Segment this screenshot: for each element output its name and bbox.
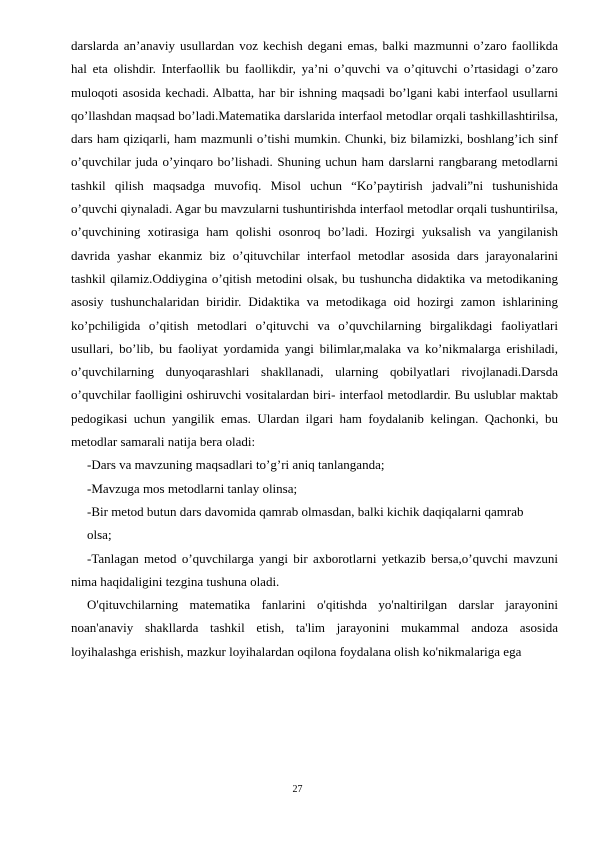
list-item-information: -Tanlagan metod o’quvchilarga yangi bir axborotlarni yetkazib bersa,o’quvchi mavzuni nima haqidaligini tezgina tushuna oladi.: [71, 550, 558, 589]
document-page: [71, 34, 558, 663]
page-number: 27: [292, 784, 303, 795]
list-item-methods: -Mavzuga mos metodlarni tanlay olinsa;: [87, 480, 298, 496]
list-item-goals: -Dars va mavzuning maqsadlari to’g’ri aniq tanlanganda;: [87, 457, 385, 473]
list-item-coverage: -Bir metod butun dars davomida qamrab olmasdan, balki kichik daqiqalarni qamrab: [87, 503, 524, 519]
body-paragraph: darslarda an’anaviy usullardan voz kechish degani emas, balki mazmunni o’zaro faollikda hal eta olishdir. Interfaollik bu faollikdir, ya’ni o’quvchi va o’qituvchi o’rtasidagi o’zaro muloqoti asosida kechadi. Albatta, har bir ishning maqsadi bo’lgani kabi interfaol usullarni qo’llashdan maqsad bo’ladi.Matematika darslarida interfaol metodlar orqali tashkillashtirilsa, dars ham qiziqarli, ham mazmunli o’tishi mumkin. Chunki, biz bilamizki, boshlang’ich sinf o’quvchilar juda o’yinqaro bo’lishadi. Shuning uchun ham darslarni rangbarang metodlarni tashkil qilish maqsadga muvofiq. Misol uchun “Ko’paytirish jadvali”ni tushunishida o’quvchi qiynaladi. Agar bu mavzularni tushuntirishda interfaol metodlar orqali tushuntirilsa, o’quvchining xotirasiga ham qolishi osonroq bo’ladi. Hozirgi yuksalish va yangilanish davrida yashar ekanmiz biz o’qituvchilar interfaol metodlar asosida dars jarayonalarini tashkil qilamiz.Oddiygina o’qitish metodini olsak, bu tushuncha didaktika va metodikaning asosiy tushunchalaridan biridir. Didaktika va metodikaga oid hozirgi zamon ishlarining ko’pchiligida o’qitish metodlari o’qituvchi va o’quvchilarning birgalikdagi faoliyatlari usullari, bo’lib, bu faoliyat yordamida yangi bilimlar,malaka va ko’nikmalarga erishiladi, o’quvchilarning dunyoqarashlari shakllanadi, ularning qobilyatlari rivojlanadi.Darsda o’quvchilar faolligini oshiruvchi vositalardan biri- interfaol metodlardir. Bu uslublar maktab pedogikasi uchun yangilik emas. Ulardan ilgari ham foydalanib kelingan. Qachonki, bu metodlar samarali natija bera oladi:: [71, 38, 558, 450]
list-item-coverage-continuation: olsa;: [87, 527, 112, 543]
closing-paragraph: O'qituvchilarning matematika fanlarini o'qitishda yo'naltirilgan darslar jarayonini noan'anaviy shakllarda tashkil etish, ta'lim jarayonini mukammal andoza asosida loyihalashga erishish, mazkur loyihalardan oqilona foydalana olish ko'nikmalariga ega: [71, 597, 558, 659]
